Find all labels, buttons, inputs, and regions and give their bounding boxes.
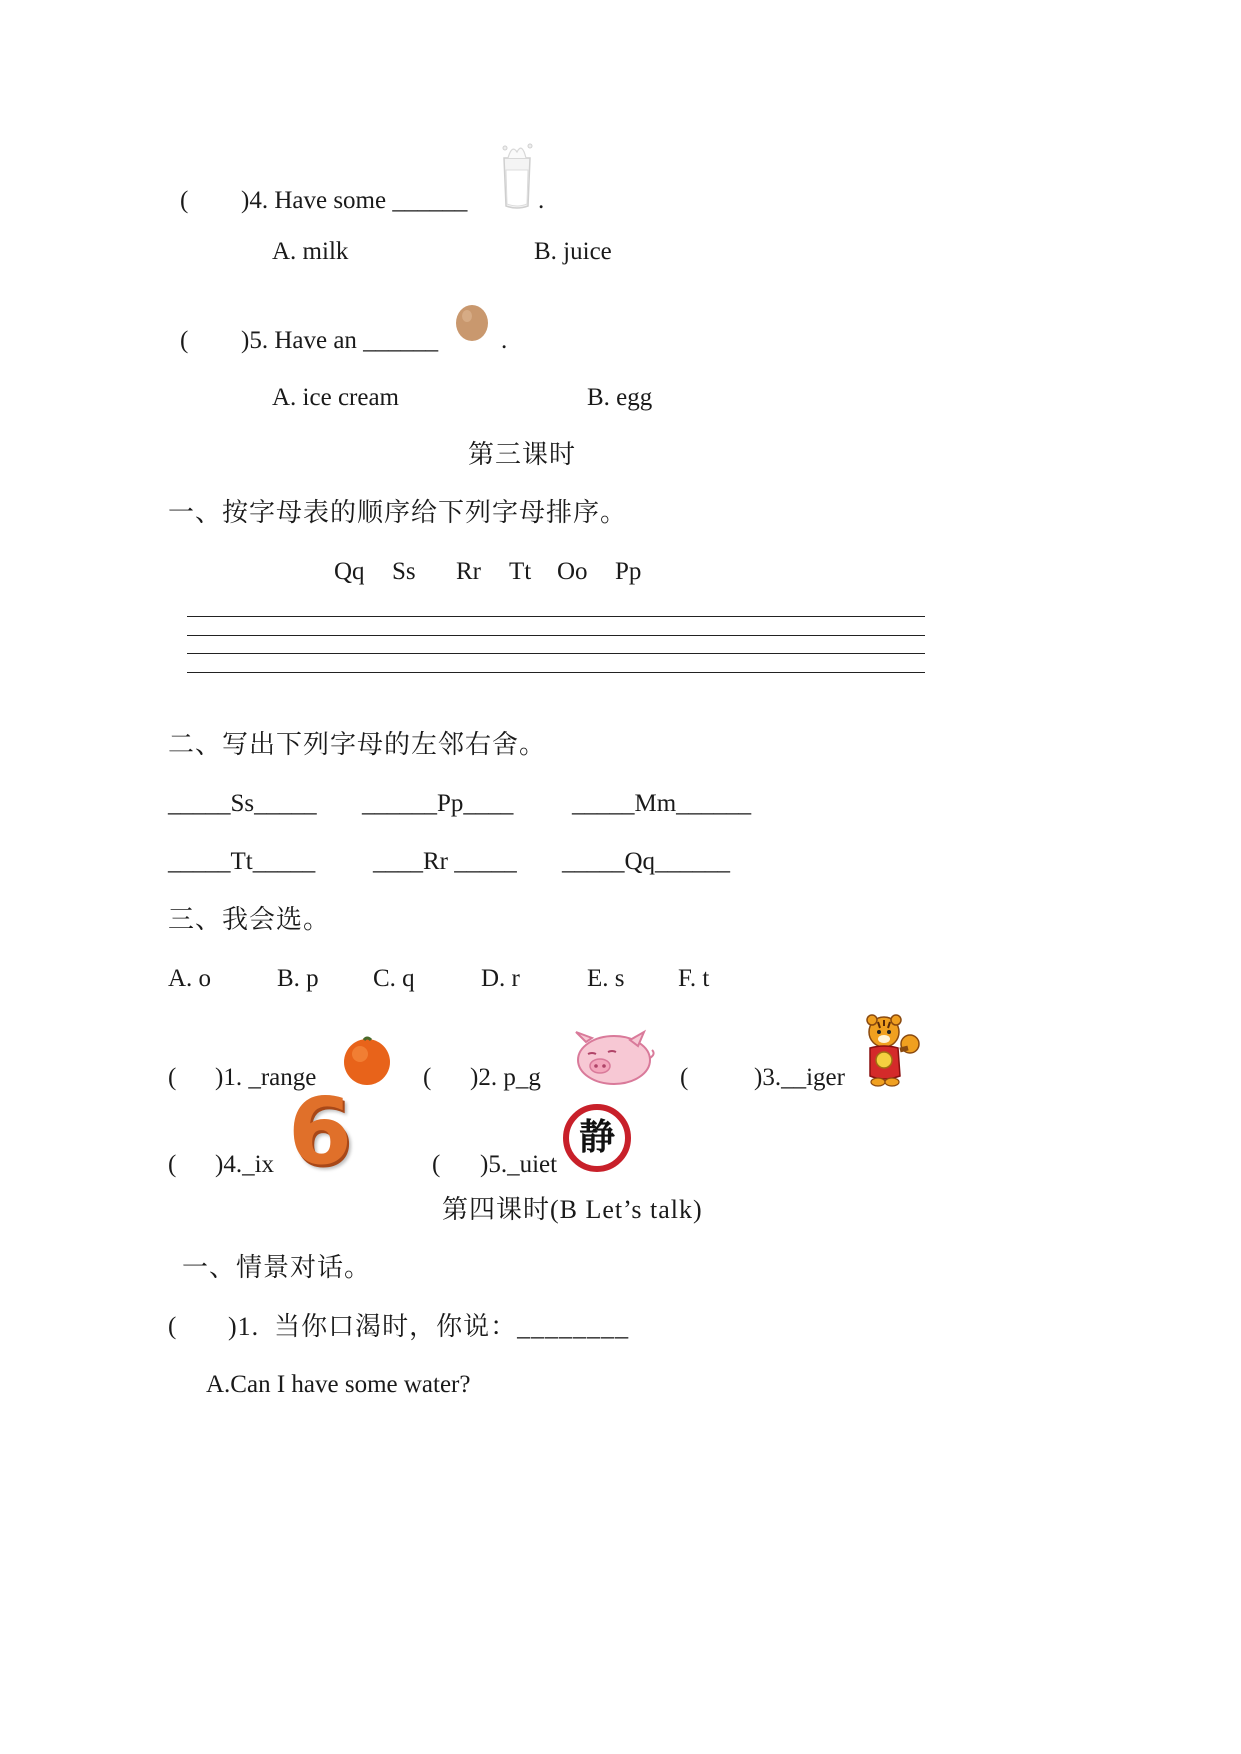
q5-period: . [501,327,508,354]
tiger-image [860,1014,926,1088]
number-six-image [284,1078,356,1185]
q5-paren: ( [180,327,189,354]
letter-tt: Tt [509,558,532,585]
q4-option-b: B. juice [534,238,612,265]
choice-option-e: E. s [587,965,625,992]
l4-q1-option-a: A.Can I have some water? [206,1371,471,1398]
writing-line-2[interactable] [187,635,925,636]
choice-option-c: C. q [373,965,415,992]
letter-qq: Qq [334,558,365,585]
neighbor-blank-pp[interactable]: ______Pp____ [362,790,514,817]
neighbor-blank-mm[interactable]: _____Mm______ [572,790,752,817]
lesson3-section1-heading: 一、按字母表的顺序给下列字母排序。 [168,498,628,527]
item3-text: )3.__iger [754,1064,845,1091]
choice-option-a: A. o [168,965,212,992]
lesson3-section2-heading: 二、写出下列字母的左邻右舍。 [168,730,547,759]
letter-pp: Pp [615,558,642,585]
q4-paren: ( [180,187,189,214]
neighbor-blank-tt[interactable]: _____Tt_____ [168,848,316,875]
letter-rr: Rr [456,558,481,585]
egg-image [452,302,494,344]
q4-period: . [538,187,545,214]
letter-ss: Ss [392,558,416,585]
item3-paren: ( [680,1064,689,1091]
q5-option-b: B. egg [587,384,653,411]
item4-paren: ( [168,1151,177,1178]
l4-q1-paren: ( [168,1313,177,1340]
q4-option-a: A. milk [272,238,349,265]
number-six-glyph: 6 [287,1078,352,1185]
lesson3-section3-heading: 三、我会选。 [168,905,331,934]
quiet-sign-image [563,1104,631,1172]
choice-option-b: B. p [277,965,319,992]
l4-q1-stem: )1. 当你口渴时，你说：________ [228,1312,630,1341]
quiet-sign-character: 静 [578,1117,615,1158]
item4-text: )4._ix [215,1151,275,1178]
item2-paren: ( [423,1064,432,1091]
writing-line-1[interactable] [187,616,925,617]
writing-line-4[interactable] [187,672,925,673]
neighbor-blank-ss[interactable]: _____Ss_____ [168,790,317,817]
choice-option-d: D. r [481,965,520,992]
item5-paren: ( [432,1151,441,1178]
item5-text: )5._uiet [480,1151,558,1178]
item2-text: )2. p_g [470,1064,541,1091]
lesson4-title: 第四课时(B Let’s talk) [442,1195,703,1224]
q5-option-a: A. ice cream [272,384,400,411]
item1-paren: ( [168,1064,177,1091]
lesson4-section1-heading: 一、情景对话。 [182,1253,372,1282]
letter-oo: Oo [557,558,588,585]
milk-glass-image [492,140,542,212]
neighbor-blank-rr[interactable]: ____Rr _____ [373,848,517,875]
writing-line-3[interactable] [187,653,925,654]
choice-option-f: F. t [678,965,710,992]
pig-image [568,1028,658,1088]
lesson3-title: 第三课时 [468,440,577,469]
q4-stem: )4. Have some ______ [241,187,468,214]
neighbor-blank-qq[interactable]: _____Qq______ [562,848,731,875]
item1-text: )1. _range [215,1064,317,1091]
q5-stem: )5. Have an ______ [241,327,439,354]
